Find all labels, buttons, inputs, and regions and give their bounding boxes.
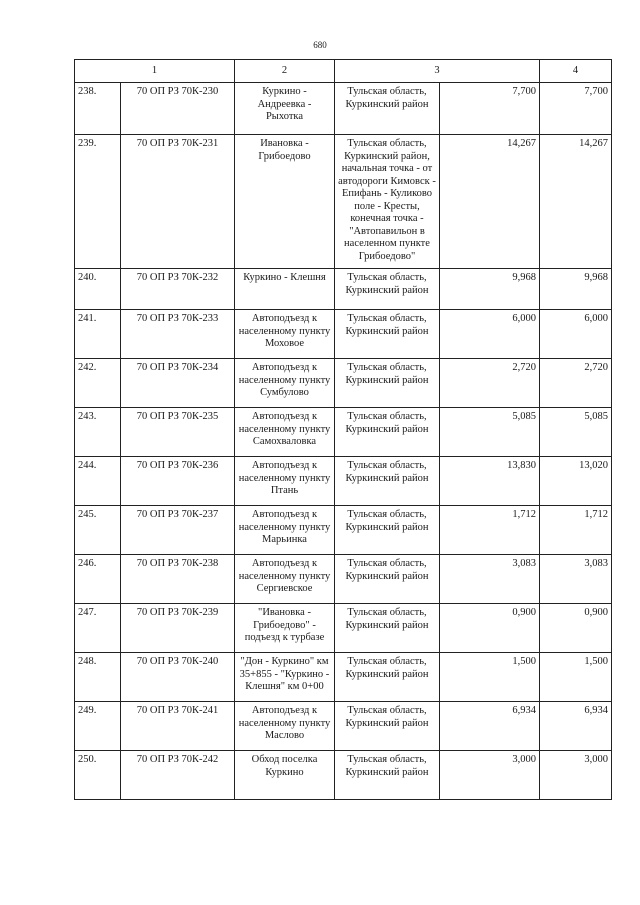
column-header-3: 3 — [335, 60, 540, 83]
road-value: 3,083 — [540, 555, 612, 604]
road-location: Тульская область, Куркинский район — [335, 604, 440, 653]
row-number: 238. — [75, 83, 121, 135]
table-row — [75, 408, 612, 457]
road-location: Тульская область, Куркинский район — [335, 359, 440, 408]
road-length: 1,712 — [440, 506, 540, 555]
road-length: 3,000 — [440, 751, 540, 800]
road-length: 14,267 — [440, 135, 540, 269]
road-name: Куркино - Андреевка - Рыхотка — [235, 83, 335, 135]
road-name: Автоподъезд к населенному пункту Сергиевское — [235, 555, 335, 604]
road-value: 13,020 — [540, 457, 612, 506]
road-code: 70 ОП РЗ 70К-232 — [121, 269, 235, 310]
table-row — [75, 555, 612, 604]
row-number: 245. — [75, 506, 121, 555]
road-name: Автоподъезд к населенному пункту Сумбулово — [235, 359, 335, 408]
table-row — [75, 751, 612, 800]
road-value: 3,000 — [540, 751, 612, 800]
row-number: 239. — [75, 135, 121, 269]
road-location: Тульская область, Куркинский район — [335, 310, 440, 359]
road-name: Куркино - Клешня — [235, 269, 335, 310]
row-number: 241. — [75, 310, 121, 359]
road-location: Тульская область, Куркинский район — [335, 751, 440, 800]
page-number: 680 — [313, 40, 327, 50]
column-header-4: 4 — [540, 60, 612, 83]
road-value: 1,712 — [540, 506, 612, 555]
road-value: 14,267 — [540, 135, 612, 269]
road-code: 70 ОП РЗ 70К-237 — [121, 506, 235, 555]
road-name: Автоподъезд к населенному пункту Самохваловка — [235, 408, 335, 457]
table-row — [75, 604, 612, 653]
table-row — [75, 457, 612, 506]
row-number: 243. — [75, 408, 121, 457]
table-row — [75, 83, 612, 135]
road-value: 7,700 — [540, 83, 612, 135]
road-value: 6,934 — [540, 702, 612, 751]
road-name: Автоподъезд к населенному пункту Птань — [235, 457, 335, 506]
road-name: "Дон - Куркино" км 35+855 - "Куркино - Клешня" км 0+00 — [235, 653, 335, 702]
row-number: 247. — [75, 604, 121, 653]
road-value: 0,900 — [540, 604, 612, 653]
road-length: 5,085 — [440, 408, 540, 457]
table-row — [75, 310, 612, 359]
road-location: Тульская область, Куркинский район, начальная точка - от автодороги Кимовск - Епифань - Куликово поле - Кресты, конечная точка - "Автопавильон в населенном пункте Грибоедово" — [335, 135, 440, 269]
row-number: 248. — [75, 653, 121, 702]
road-location: Тульская область, Куркинский район — [335, 702, 440, 751]
road-location: Тульская область, Куркинский район — [335, 653, 440, 702]
road-length: 7,700 — [440, 83, 540, 135]
road-location: Тульская область, Куркинский район — [335, 506, 440, 555]
table-row — [75, 506, 612, 555]
road-length: 13,830 — [440, 457, 540, 506]
road-code: 70 ОП РЗ 70К-238 — [121, 555, 235, 604]
road-location: Тульская область, Куркинский район — [335, 83, 440, 135]
road-name: Автоподъезд к населенному пункту Моховое — [235, 310, 335, 359]
road-length: 3,083 — [440, 555, 540, 604]
row-number: 240. — [75, 269, 121, 310]
road-code: 70 ОП РЗ 70К-230 — [121, 83, 235, 135]
column-header-1: 1 — [75, 60, 235, 83]
road-length: 0,900 — [440, 604, 540, 653]
road-code: 70 ОП РЗ 70К-239 — [121, 604, 235, 653]
road-code: 70 ОП РЗ 70К-240 — [121, 653, 235, 702]
table-row — [75, 702, 612, 751]
row-number: 249. — [75, 702, 121, 751]
road-value: 5,085 — [540, 408, 612, 457]
road-location: Тульская область, Куркинский район — [335, 555, 440, 604]
table-row — [75, 135, 612, 269]
road-name: Обход поселка Куркино — [235, 751, 335, 800]
road-location: Тульская область, Куркинский район — [335, 457, 440, 506]
road-name: Ивановка - Грибоедово — [235, 135, 335, 269]
road-length: 2,720 — [440, 359, 540, 408]
roads-table — [74, 59, 612, 800]
road-code: 70 ОП РЗ 70К-242 — [121, 751, 235, 800]
table-row — [75, 359, 612, 408]
column-header-2: 2 — [235, 60, 335, 83]
road-code: 70 ОП РЗ 70К-236 — [121, 457, 235, 506]
row-number: 244. — [75, 457, 121, 506]
row-number: 250. — [75, 751, 121, 800]
road-value: 9,968 — [540, 269, 612, 310]
road-code: 70 ОП РЗ 70К-233 — [121, 310, 235, 359]
road-location: Тульская область, Куркинский район — [335, 408, 440, 457]
table-row — [75, 269, 612, 310]
row-number: 242. — [75, 359, 121, 408]
road-name: Автоподъезд к населенному пункту Марьинка — [235, 506, 335, 555]
row-number: 246. — [75, 555, 121, 604]
road-name: Автоподъезд к населенному пункту Маслово — [235, 702, 335, 751]
table-body — [75, 83, 612, 800]
road-code: 70 ОП РЗ 70К-235 — [121, 408, 235, 457]
table-row — [75, 653, 612, 702]
road-location: Тульская область, Куркинский район — [335, 269, 440, 310]
road-length: 6,000 — [440, 310, 540, 359]
table-header-row — [75, 60, 612, 83]
road-code: 70 ОП РЗ 70К-241 — [121, 702, 235, 751]
road-code: 70 ОП РЗ 70К-234 — [121, 359, 235, 408]
road-length: 6,934 — [440, 702, 540, 751]
road-name: "Ивановка - Грибоедово" - подъезд к турбазе — [235, 604, 335, 653]
road-length: 1,500 — [440, 653, 540, 702]
road-length: 9,968 — [440, 269, 540, 310]
road-value: 1,500 — [540, 653, 612, 702]
road-value: 2,720 — [540, 359, 612, 408]
road-value: 6,000 — [540, 310, 612, 359]
road-code: 70 ОП РЗ 70К-231 — [121, 135, 235, 269]
